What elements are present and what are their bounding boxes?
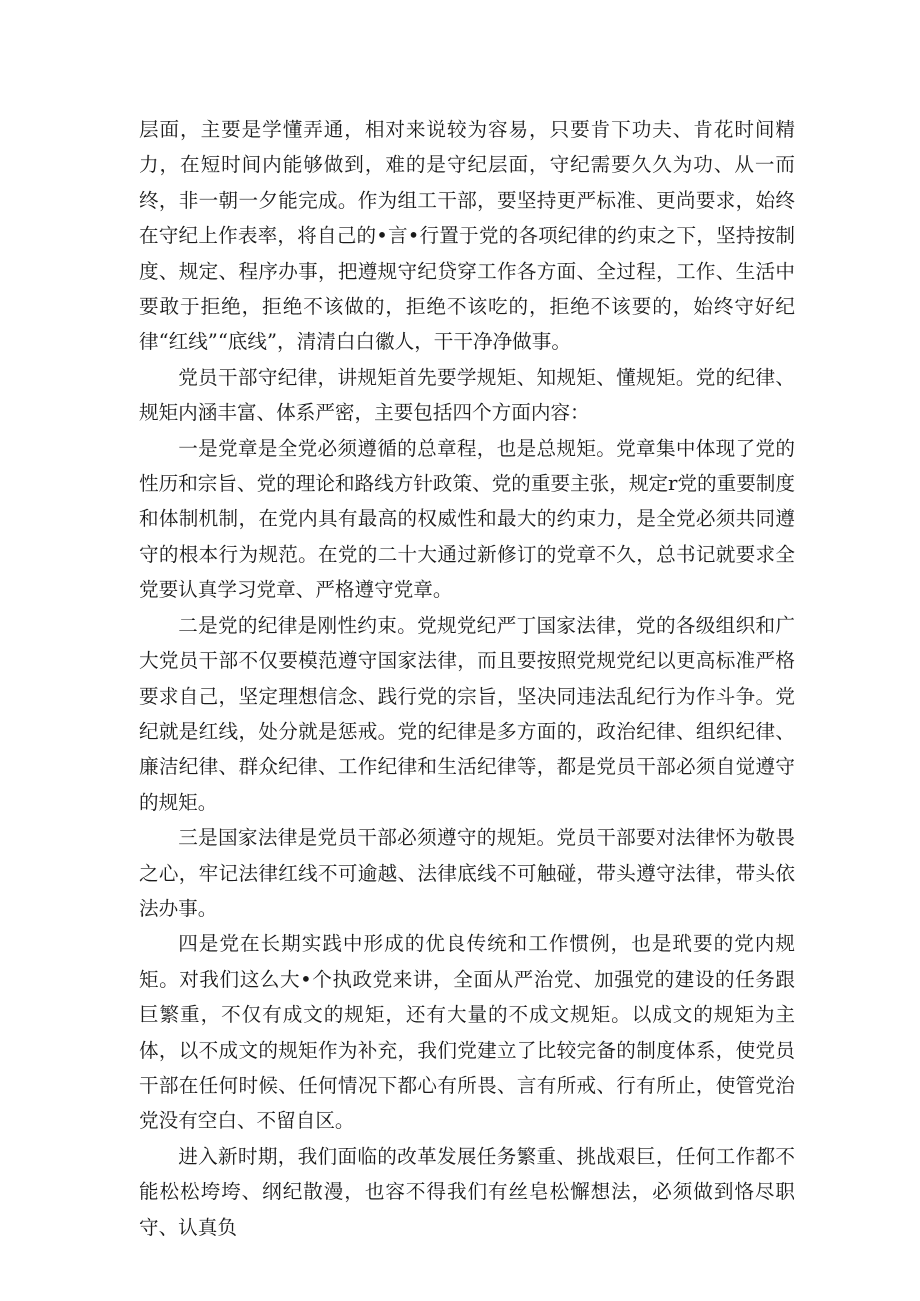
- paragraph-1: 层面，主要是学懂弄通，相对来说较为容易，只要肯下功夫、肯花时间精力，在短时间内能够做到，难的是守纪层面，守纪需要久久为功、从一而终，非一朝一夕能完成。作为组工干部，要坚持更严标准、更尚要求，始终在守纪上作表率，将自己的•言•行置于党的各项纪律的约束之下，坚持按制度、规定、程序办事，把遵规守纪贷穿工作各方面、全过程，工作、生活中要敢于拒绝，拒绝不该做的，拒绝不该吃的，拒绝不该要的，始终守好纪律“红线”“底线”，清清白白徽人，干干净净做事。: [139, 118, 795, 354]
- document-body: [139, 112, 795, 1245]
- paragraph-3: 一是党章是全党必须遵循的总章程，也是总规矩。党章集中体现了党的性历和宗旨、党的理论和路线方针政策、党的重要主张，规定r党的重要制度和体制机制，在党内具有最高的权威性和最大的约束力，是全党必须共同遵守的根本行为规范。在党的二十大通过新修订的党章不久，总书记就要求全党要认真学习党章、严格遵守党章。: [139, 436, 795, 602]
- paragraph-5: 三是国家法律是党员干部必须遵守的规矩。党员干部要对法律怀为敬畏之心，牢记法律红线不可逾越、法律底线不可触碰，带头遵守法律，带头依法办事。: [139, 826, 795, 920]
- paragraph-6: 四是党在长期实践中形成的优良传统和工作惯例，也是玳要的党内规矩。对我们这么大•个执政党来讲，全面从严治党、加强党的建设的任务跟巨繁重，不仅有成文的规矩，还有大量的不成文规矩。以成文的规矩为主体，以不成文的规矩作为补充，我们党建立了比较完备的制度体系，使党员干部在任何时候、任何情况下都心有所畏、言有所戒、行有所止，使管党治党没有空白、不留自区。: [139, 932, 795, 1133]
- paragraph-4: 二是党的纪律是刚性约束。党规党纪严丁国家法律，党的各级组织和广大党员干部不仅要模范遵守国家法律，而且要按照党规党纪以更高标准严格要求自己，坚定理想信念、践行党的宗旨，坚决同违法乱纪行为作斗争。党纪就是红线，处分就是惩戒。党的纪律是多方面的，政治纪律、组织纪律、廉洁纪律、群众纪律、工作纪律和生活纪律等，都是党员干部必须自觉遵守的规矩。: [139, 613, 795, 814]
- paragraph-7: 进入新时期，我们面临的改革发展任务繁重、挑战艰巨，任何工作都不能松松垮垮、纲纪散漫，也容不得我们有丝皂松懈想法，必须做到恪尽职守、认真负: [139, 1144, 795, 1239]
- paragraph-2: 党员干部守纪律，讲规矩首先要学规矩、知规矩、懂规矩。党的纪律、规矩内涵丰富、体系严密，主要包括四个方面内容：: [139, 365, 795, 425]
